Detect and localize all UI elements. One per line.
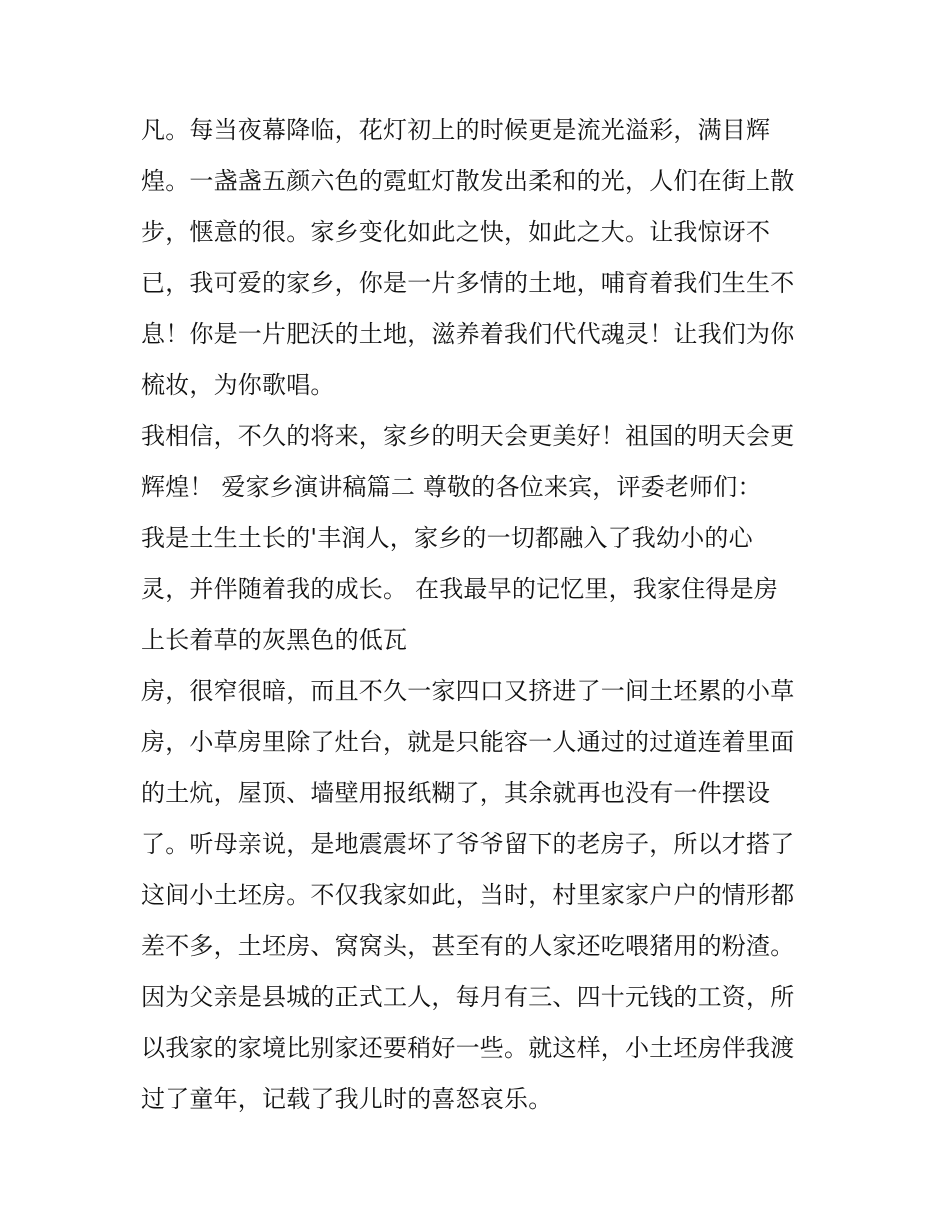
text-line: 房，小草房里除了灶台，就是只能容一人通过的过道连着里面 [141, 728, 795, 756]
document-body [141, 105, 831, 1125]
text-line: 上长着草的灰黑色的低瓦 [141, 626, 408, 654]
text-line: 我是土生土长的'丰润人，家乡的一切都融入了我幼小的心 [141, 524, 753, 552]
text-line: 凡。每当夜幕降临，花灯初上的时候更是流光溢彩，满目辉 [141, 116, 771, 144]
text-line: 梳妆，为你歌唱。 [141, 371, 335, 399]
text-line: 已，我可爱的家乡，你是一片多情的土地，哺育着我们生生不 [141, 269, 795, 297]
text-line: 煌。一盏盏五颜六色的霓虹灯散发出柔和的光，人们在街上散 [141, 167, 795, 195]
text-line: 以我家的家境比别家还要稍好一些。就这样，小土坯房伴我渡 [141, 1034, 795, 1062]
text-line: 息！你是一片肥沃的土地，滋养着我们代代魂灵！让我们为你 [141, 320, 795, 348]
text-line: 了。听母亲说，是地震震坏了爷爷留下的老房子，所以才搭了 [141, 830, 795, 858]
text-line: 我相信，不久的将来，家乡的明天会更美好！祖国的明天会更 [141, 422, 795, 450]
text-line: 辉煌！ 爱家乡演讲稿篇二 尊敬的各位来宾，评委老师们： [141, 473, 762, 501]
text-line: 的土炕，屋顶、墙壁用报纸糊了，其余就再也没有一件摆设 [141, 779, 771, 807]
text-line: 房，很窄很暗，而且不久一家四口又挤进了一间土坯累的小草 [141, 677, 795, 705]
text-line: 差不多，土坯房、窝窝头，甚至有的人家还吃喂猪用的粉渣。 [141, 932, 795, 960]
text-line: 这间小土坯房。不仅我家如此，当时，村里家家户户的情形都 [141, 881, 795, 909]
text-line: 因为父亲是县城的正式工人，每月有三、四十元钱的工资，所 [141, 983, 795, 1011]
text-line: 过了童年，记载了我儿时的喜怒哀乐。 [141, 1085, 553, 1113]
text-line: 步，惬意的很。家乡变化如此之快，如此之大。让我惊讶不 [141, 218, 771, 246]
text-line: 灵，并伴随着我的成长。 在我最早的记忆里，我家住得是房 [141, 575, 779, 603]
